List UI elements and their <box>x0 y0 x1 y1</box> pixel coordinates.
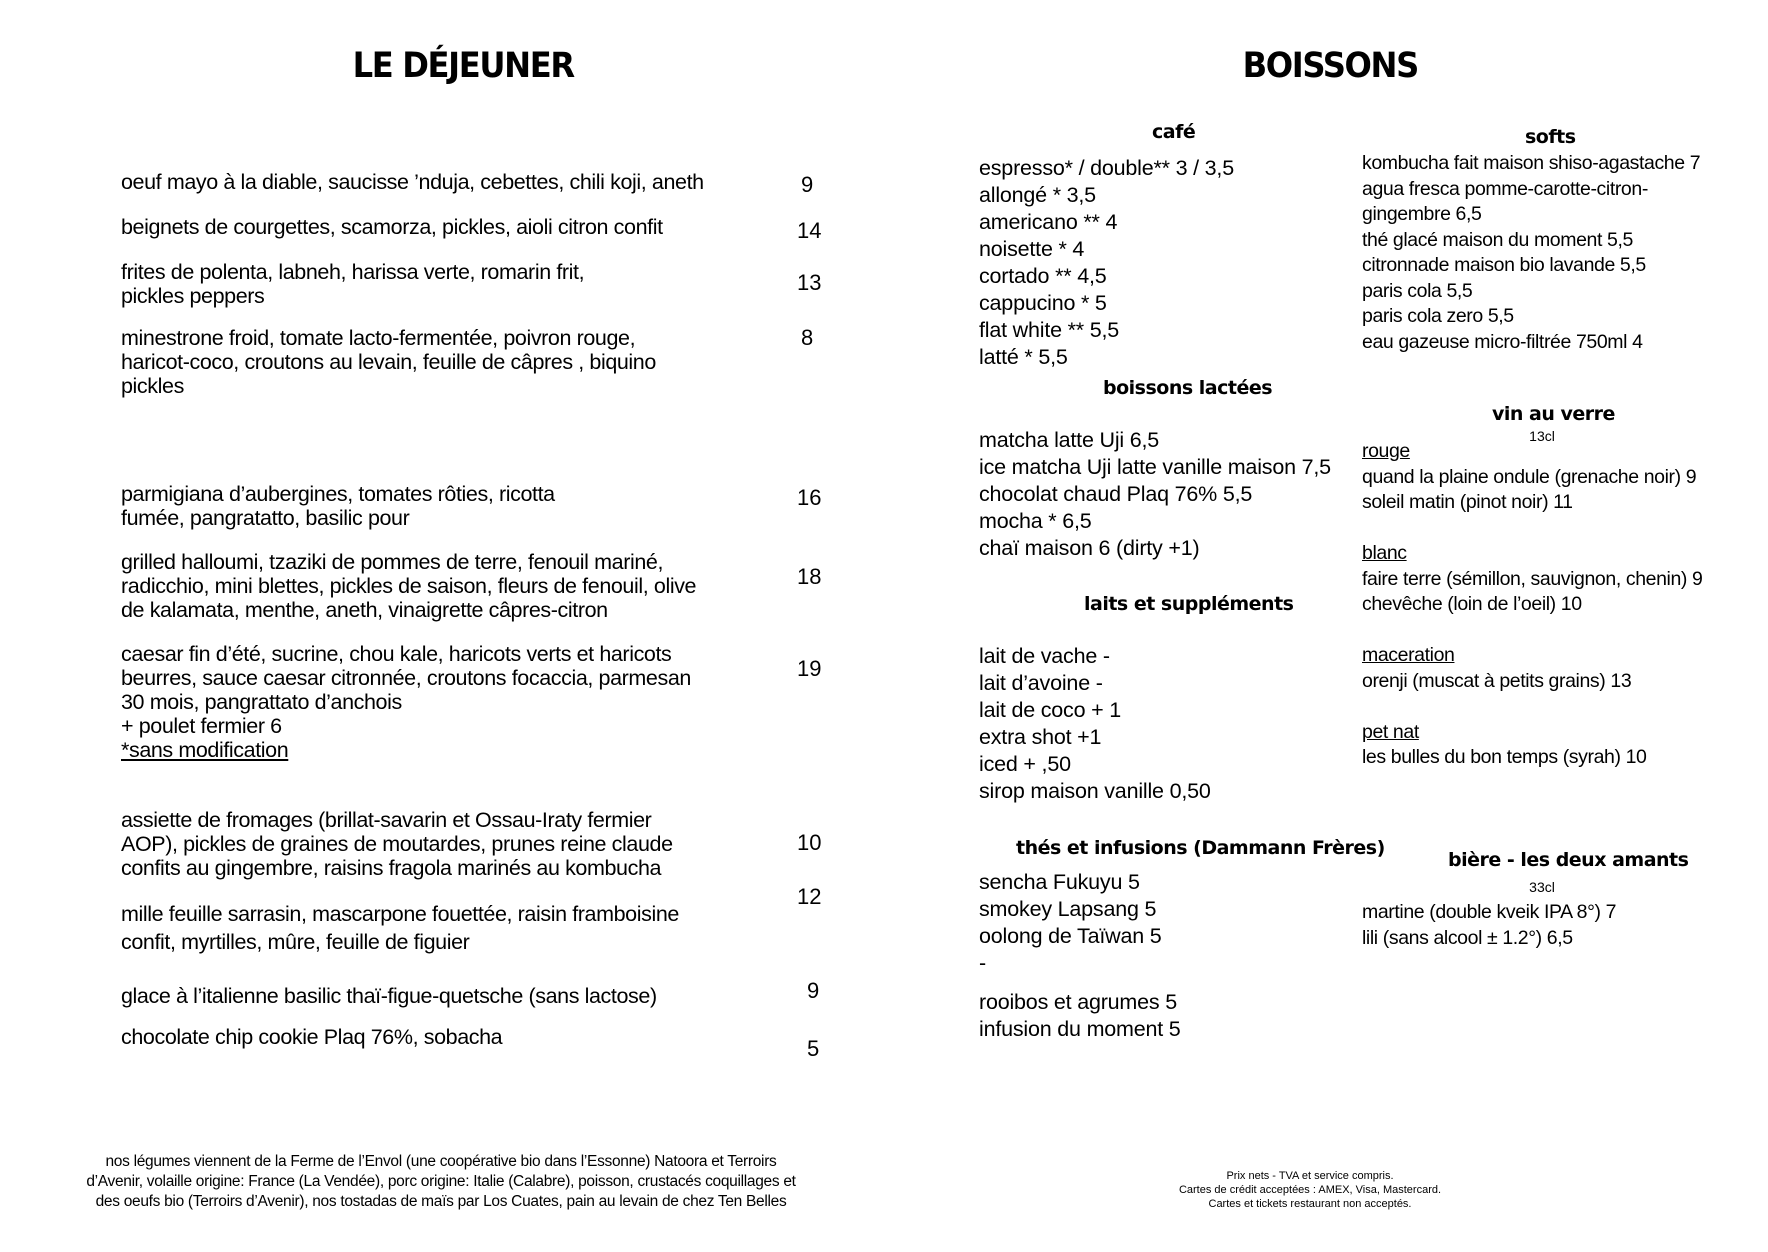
dish-line: AOP), pickles de graines de moutardes, prunes reine claude <box>121 832 673 856</box>
drink-item: thé glacé maison du moment 5,5 <box>1362 228 1633 251</box>
sourcing-note <box>56 1152 826 1212</box>
section-lactees: boissons lactées <box>1103 377 1273 399</box>
drink-item: ice matcha Uji latte vanille maison 7,5 <box>979 455 1331 479</box>
dish-price: 16 <box>797 485 822 510</box>
dish-line: pickles peppers <box>121 284 265 308</box>
drink-item: smokey Lapsang 5 <box>979 897 1157 921</box>
thes-list <box>979 869 1162 977</box>
sourcing-line: d’Avenir, volaille origine: France (La Vendée), porc origine: Italie (Calabre), poisson, crustacés coquillages et <box>86 1173 796 1190</box>
dish-line: haricot-coco, croutons au levain, feuille de câpres , biquino <box>121 350 656 374</box>
drink-item: matcha latte Uji 6,5 <box>979 428 1160 452</box>
drink-item: paris cola 5,5 <box>1362 279 1473 302</box>
drink-item: flat white ** 5,5 <box>979 318 1120 342</box>
dish-line: oeuf mayo à la diable, saucisse ’nduja, cebettes, chili koji, aneth <box>121 170 704 194</box>
section-cafe: café <box>1152 121 1196 143</box>
payment-note <box>1110 1169 1510 1211</box>
drink-item: chaï maison 6 (dirty +1) <box>979 536 1200 560</box>
drink-item: kombucha fait maison shiso-agastache 7 <box>1362 152 1701 174</box>
drink-item: chevêche (loin de l’oeil) 10 <box>1362 593 1582 615</box>
dish-item <box>121 550 731 622</box>
dish-line: confit, myrtilles, mûre, feuille de figuier <box>121 930 470 954</box>
dish-line: de kalamata, menthe, aneth, vinaigrette câpres-citron <box>121 598 608 622</box>
drink-item: gingembre 6,5 <box>1362 203 1482 225</box>
dish-line: glace à l’italienne basilic thaï-figue-quetsche (sans lactose) <box>121 984 657 1008</box>
dish-item <box>121 215 731 239</box>
dish-price: 18 <box>797 564 822 589</box>
wine-group-maceration: maceration <box>1362 644 1455 666</box>
wine-group-rouge: rouge <box>1362 440 1410 462</box>
drink-item: lait de coco + 1 <box>979 698 1122 722</box>
drink-item: iced + ,50 <box>979 752 1071 776</box>
dish-line: grilled halloumi, tzaziki de pommes de terre, fenouil mariné, <box>121 550 664 574</box>
drink-item: soleil matin (pinot noir) 11 <box>1362 491 1573 513</box>
wine-group-blanc: blanc <box>1362 542 1407 564</box>
drink-item: mocha * 6,5 <box>979 509 1092 533</box>
drink-item: quand la plaine ondule (grenache noir) 9 <box>1362 465 1697 488</box>
section-biere: bière - les deux amants <box>1448 849 1689 871</box>
dish-item <box>121 1025 731 1049</box>
dish-line: parmigiana d’aubergines, tomates rôties, ricotta <box>121 482 555 506</box>
drink-item: lait de vache - <box>979 644 1110 668</box>
cafe-list <box>979 155 1234 371</box>
dish-item <box>121 326 731 398</box>
boissons-title: BOISSONS <box>1242 46 1418 86</box>
dish-line: fumée, pangratatto, basilic pour <box>121 506 410 530</box>
drink-item: orenji (muscat à petits grains) 13 <box>1362 669 1632 692</box>
drink-item: les bulles du bon temps (syrah) 10 <box>1362 746 1647 768</box>
dish-price: 10 <box>797 830 822 855</box>
dish-price: 5 <box>807 1036 820 1061</box>
thes-list-2 <box>979 989 1181 1043</box>
dish-line: caesar fin d’été, sucrine, chou kale, haricots verts et haricots <box>121 642 672 666</box>
drink-item: citronnade maison bio lavande 5,5 <box>1362 254 1646 276</box>
dish-price: 9 <box>801 172 814 197</box>
drink-item: faire terre (sémillon, sauvignon, chenin) 9 <box>1362 567 1703 590</box>
drink-item: infusion du moment 5 <box>979 1017 1181 1041</box>
payment-line: Cartes et tickets restaurant non acceptés. <box>1208 1198 1412 1210</box>
softs-list <box>1362 151 1700 355</box>
dish-price: 19 <box>797 656 822 681</box>
section-softs: softs <box>1525 126 1576 148</box>
drink-item: martine (double kveik IPA 8°) 7 <box>1362 901 1617 923</box>
dish-note: *sans modification <box>121 738 289 762</box>
dish-item <box>121 900 731 956</box>
wine-group-pet-nat: pet nat <box>1362 720 1419 743</box>
dish-line: beurres, sauce caesar citronnée, croutons focaccia, parmesan <box>121 666 691 690</box>
dish-line: chocolate chip cookie Plaq 76%, sobacha <box>121 1025 503 1049</box>
sourcing-line: des oeufs bio (Terroirs d’Avenir), nos tostadas de maïs par Los Cuates, pain au levain de chez Ten Belles <box>95 1193 787 1210</box>
drink-item: agua fresca pomme-carotte-citron- <box>1362 177 1648 200</box>
dish-line: radicchio, mini blettes, pickles de saison, fleurs de fenouil, olive <box>121 574 697 598</box>
drink-item: americano ** 4 <box>979 210 1118 234</box>
section-vin: vin au verre <box>1492 403 1615 425</box>
drink-item: cappucino * 5 <box>979 291 1107 315</box>
drink-item: paris cola zero 5,5 <box>1362 305 1514 327</box>
drink-item: espresso* / double** 3 / 3,5 <box>979 156 1234 180</box>
drink-item: lili (sans alcool ± 1.2°) 6,5 <box>1362 926 1573 949</box>
vin-size: 13cl <box>1529 428 1555 444</box>
drink-item: cortado ** 4,5 <box>979 264 1107 288</box>
drink-item: rooibos et agrumes 5 <box>979 990 1177 1014</box>
dish-item <box>121 482 731 530</box>
section-thes: thés et infusions (Dammann Frères) <box>1016 837 1385 859</box>
drink-item: eau gazeuse micro-filtrée 750ml 4 <box>1362 330 1643 353</box>
drink-item: chocolat chaud Plaq 76% 5,5 <box>979 482 1253 506</box>
dish-price: 9 <box>807 978 820 1003</box>
drink-item: noisette * 4 <box>979 237 1085 261</box>
dish-line: minestrone froid, tomate lacto-fermentée, poivron rouge, <box>121 326 636 350</box>
lactees-list <box>979 427 1331 562</box>
dish-line: + poulet fermier 6 <box>121 714 282 738</box>
drink-item: sencha Fukuyu 5 <box>979 870 1140 894</box>
drink-item: latté * 5,5 <box>979 345 1068 369</box>
dejeuner-title: LE DÉJEUNER <box>352 46 574 86</box>
dish-price: 8 <box>801 325 814 350</box>
drink-item: - <box>979 951 986 975</box>
dish-line: 30 mois, pangrattato d’anchois <box>121 690 402 714</box>
payment-line: Prix nets - TVA et service compris. <box>1226 1170 1394 1182</box>
dish-item <box>121 984 731 1008</box>
section-laits: laits et suppléments <box>1084 593 1294 615</box>
biere-list <box>1362 900 1616 951</box>
dish-line: confits au gingembre, raisins fragola marinés au kombucha <box>121 856 662 880</box>
dish-item <box>121 260 731 308</box>
dish-item <box>121 808 731 880</box>
dish-line: pickles <box>121 374 184 398</box>
drink-item: lait d’avoine - <box>979 671 1103 695</box>
biere-size: 33cl <box>1529 879 1555 895</box>
dish-item <box>121 170 731 194</box>
drink-item: sirop maison vanille 0,50 <box>979 779 1211 803</box>
sourcing-line: nos légumes viennent de la Ferme de l’Envol (une coopérative bio dans l’Essonne) Natoora et Terroirs <box>105 1153 777 1170</box>
dish-price: 14 <box>797 218 822 243</box>
dish-line: assiette de fromages (brillat-savarin et Ossau-Iraty fermier <box>121 808 652 832</box>
dish-price: 13 <box>797 270 822 295</box>
drink-item: extra shot +1 <box>979 725 1102 749</box>
dish-line: mille feuille sarrasin, mascarpone fouettée, raisin framboisine <box>121 902 679 926</box>
drink-item: oolong de Taïwan 5 <box>979 924 1162 948</box>
dish-price: 12 <box>797 884 822 909</box>
dish-line: frites de polenta, labneh, harissa verte, romarin frit, <box>121 260 585 284</box>
drink-item: allongé * 3,5 <box>979 183 1096 207</box>
laits-list <box>979 643 1211 805</box>
dish-line: beignets de courgettes, scamorza, pickles, aioli citron confit <box>121 215 663 239</box>
dish-item <box>121 642 731 762</box>
payment-line: Cartes de crédit acceptées : AMEX, Visa, Mastercard. <box>1178 1184 1442 1196</box>
vin-list <box>1362 439 1702 771</box>
